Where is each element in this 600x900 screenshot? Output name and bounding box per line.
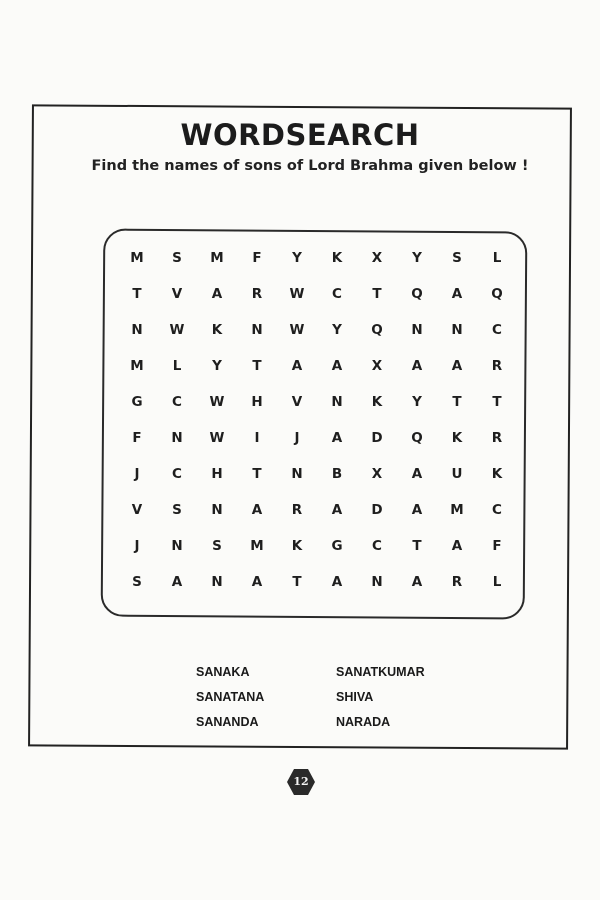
grid-cell[interactable]: U [451,466,463,482]
grid-cell[interactable]: J [134,466,140,482]
grid-cell[interactable]: X [371,358,383,374]
grid-cell[interactable]: C [372,538,382,554]
grid-cell[interactable]: A [451,358,463,374]
grid-cell[interactable]: R [451,574,463,590]
grid-cell[interactable]: A [451,538,463,554]
grid-cell[interactable]: N [331,394,343,410]
word-list-item: SHIVA [336,690,374,704]
grid-cell[interactable]: T [252,358,262,374]
grid-cell[interactable]: T [372,286,382,302]
grid-cell[interactable]: R [251,286,263,302]
grid-cell[interactable]: R [491,430,503,446]
grid-cell[interactable]: T [292,574,302,590]
grid-cell[interactable]: C [492,502,502,518]
grid-cell[interactable]: M [210,250,224,266]
word-list-item: SANAKA [196,665,250,679]
grid-cell[interactable]: Q [371,322,383,338]
grid-cell[interactable]: C [492,322,502,338]
grid-cell[interactable]: A [411,466,423,482]
grid-cell[interactable]: F [252,250,262,266]
grid-cell[interactable]: X [371,250,383,266]
grid-cell[interactable]: X [371,466,383,482]
grid-cell[interactable]: J [294,430,300,446]
grid-cell[interactable]: H [251,394,263,410]
grid-cell[interactable]: N [211,574,223,590]
grid-cell[interactable]: G [331,538,343,554]
grid-cell[interactable]: Y [412,394,422,410]
grid-cell[interactable]: A [331,502,343,518]
word-list [196,662,516,737]
grid-cell[interactable]: G [131,394,143,410]
grid-cell[interactable]: I [254,430,260,446]
grid-cell[interactable]: Y [212,358,222,374]
grid-cell[interactable]: A [251,502,263,518]
grid-cell[interactable]: T [252,466,262,482]
grid-cell[interactable]: N [171,430,183,446]
grid-cell[interactable]: S [172,250,182,266]
grid-cell[interactable]: W [169,322,185,338]
grid-cell[interactable]: R [491,358,503,374]
grid-cell[interactable]: C [332,286,342,302]
grid-cell[interactable]: N [171,538,183,554]
grid-cell[interactable]: W [289,286,305,302]
grid-cell[interactable]: T [412,538,422,554]
grid-cell[interactable]: A [451,286,463,302]
grid-cell[interactable]: Q [411,286,423,302]
word-list-item: SANATANA [196,690,265,704]
grid-cell[interactable]: V [171,286,183,302]
grid-cell[interactable]: A [211,286,223,302]
grid-cell[interactable]: D [371,430,383,446]
grid-cell[interactable]: J [134,538,140,554]
grid-cell[interactable]: W [289,322,305,338]
grid-cell[interactable]: H [211,466,223,482]
grid-cell[interactable]: B [331,466,343,482]
grid-cell[interactable]: C [172,466,182,482]
grid-cell[interactable]: K [331,250,343,266]
grid-cell[interactable]: A [331,574,343,590]
grid-cell[interactable]: Y [332,322,342,338]
grid-cell[interactable]: S [452,250,462,266]
grid-cell[interactable]: W [209,394,225,410]
grid-cell[interactable]: L [172,358,182,374]
grid-cell[interactable]: M [130,358,144,374]
grid-cell[interactable]: A [171,574,183,590]
grid-cell[interactable]: M [130,250,144,266]
grid-cell[interactable]: F [132,430,142,446]
grid-cell[interactable]: S [132,574,142,590]
grid-cell[interactable]: M [250,538,264,554]
grid-cell[interactable]: L [492,250,502,266]
grid-cell[interactable]: N [131,322,143,338]
grid-cell[interactable]: A [251,574,263,590]
page-number: 12 [293,775,309,788]
page-number-badge [286,767,316,797]
grid-cell[interactable]: N [251,322,263,338]
grid-cell[interactable]: N [451,322,463,338]
grid-cell[interactable]: A [331,358,343,374]
grid-cell[interactable]: K [451,430,463,446]
grid-cell[interactable]: M [450,502,464,518]
grid-cell[interactable]: W [209,430,225,446]
grid-cell[interactable]: Q [411,430,423,446]
grid-cell[interactable]: A [411,502,423,518]
grid-cell[interactable]: N [371,574,383,590]
grid-cell[interactable]: A [291,358,303,374]
grid-cell[interactable]: T [452,394,462,410]
grid-cell[interactable]: S [172,502,182,518]
word-list-item: SANANDA [196,715,259,729]
grid-cell[interactable]: Y [292,250,302,266]
grid-cell[interactable]: K [371,394,383,410]
grid-cell[interactable]: T [492,394,502,410]
page-title: WORDSEARCH [180,118,420,152]
grid-cell[interactable]: A [411,574,423,590]
letter-grid [117,240,517,600]
word-list-item: NARADA [336,715,391,729]
grid-cell[interactable]: K [291,538,303,554]
instructions: Find the names of sons of Lord Brahma given below ! [91,158,529,174]
grid-cell[interactable]: N [291,466,303,482]
grid-cell[interactable]: A [331,430,343,446]
grid-cell[interactable]: K [491,466,503,482]
grid-cell[interactable]: V [131,502,143,518]
word-list-item: SANATKUMAR [336,665,425,679]
grid-cell[interactable]: A [411,358,423,374]
grid-cell[interactable]: T [132,286,142,302]
grid-cell[interactable]: K [211,322,223,338]
grid-cell[interactable]: C [172,394,182,410]
grid-cell[interactable]: N [411,322,423,338]
grid-cell[interactable]: F [492,538,502,554]
grid-cell[interactable]: R [291,502,303,518]
grid-cell[interactable]: N [211,502,223,518]
grid-cell[interactable]: L [492,574,502,590]
grid-cell[interactable]: Y [412,250,422,266]
grid-cell[interactable]: S [212,538,222,554]
grid-cell[interactable]: D [371,502,383,518]
grid-cell[interactable]: V [291,394,303,410]
grid-cell[interactable]: Q [491,286,503,302]
